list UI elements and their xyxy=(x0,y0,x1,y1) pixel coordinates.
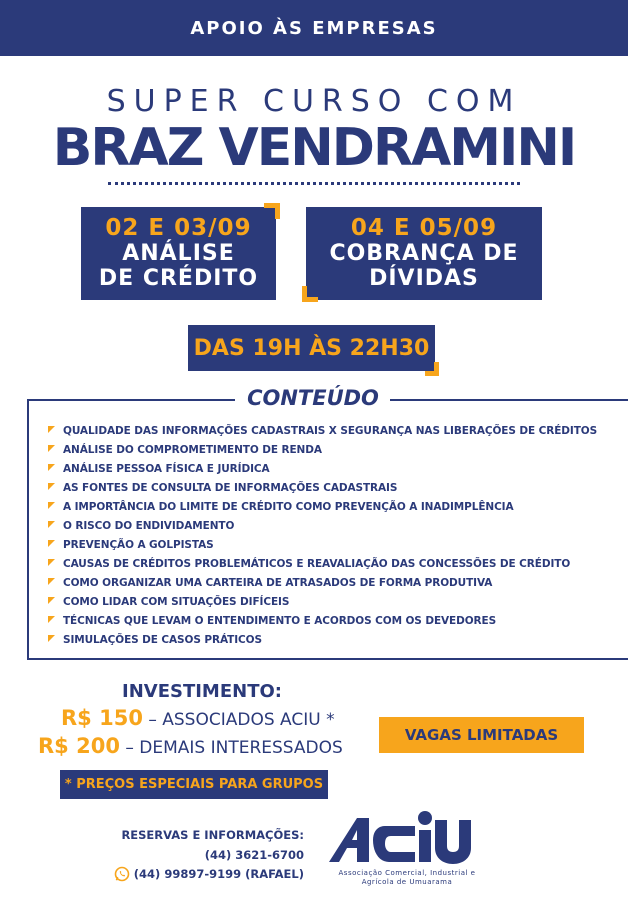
list-item: CAUSAS DE CRÉDITOS PROBLEMÁTICOS E REAVALIAÇÃO DAS CONCESSÕES DE CRÉDITO xyxy=(48,554,597,573)
session-date: 02 E 03/09 xyxy=(105,215,252,241)
session-box-collection xyxy=(306,207,542,300)
schedule-time: DAS 19H ÀS 22H30 xyxy=(193,335,430,361)
bullet-icon xyxy=(48,426,55,433)
list-item: COMO ORGANIZAR UMA CARTEIRA DE ATRASADOS DE FORMA PRODUTIVA xyxy=(48,573,597,592)
session-topic-line1: ANÁLISE xyxy=(122,241,235,266)
limited-seats-text: VAGAS LIMITADAS xyxy=(404,726,559,744)
content-top-line-left xyxy=(27,399,235,401)
list-item: TÉCNICAS QUE LEVAM O ENTENDIMENTO E ACORDOS COM OS DEVEDORES xyxy=(48,611,597,630)
limited-seats-badge xyxy=(379,717,584,753)
list-item: ANÁLISE PESSOA FÍSICA E JURÍDICA xyxy=(48,459,597,478)
bullet-icon xyxy=(48,540,55,547)
price-label: – ASSOCIADOS ACIU * xyxy=(142,710,335,730)
content-title: CONTEÚDO xyxy=(247,386,379,410)
investment-title: INVESTIMENTO: xyxy=(122,681,282,702)
bullet-icon xyxy=(48,502,55,509)
dotted-divider xyxy=(108,182,520,185)
banner-text: APOIO ÀS EMPRESAS xyxy=(190,17,438,39)
contact-phone: (44) 3621-6700 xyxy=(204,848,304,862)
logo-caption-line2: Agrícola de Umuarama xyxy=(361,878,453,886)
schedule-box xyxy=(188,325,435,371)
top-banner xyxy=(0,0,628,56)
list-item: COMO LIDAR COM SITUAÇÕES DIFÍCEIS xyxy=(48,592,597,611)
bullet-icon xyxy=(48,616,55,623)
list-item: AS FONTES DE CONSULTA DE INFORMAÇÕES CADASTRAIS xyxy=(48,478,597,497)
contact-whatsapp xyxy=(114,866,304,882)
aciu-logo xyxy=(323,806,491,866)
group-pricing-text: * PREÇOS ESPECIAIS PARA GRUPOS xyxy=(64,777,324,792)
group-pricing-badge xyxy=(60,770,328,799)
session-date: 04 E 05/09 xyxy=(350,215,498,241)
content-top-line-right xyxy=(390,399,628,401)
bullet-icon xyxy=(48,635,55,642)
content-list xyxy=(48,421,597,649)
corner-accent xyxy=(264,203,280,219)
price-row-associates xyxy=(61,706,335,730)
session-box-credit xyxy=(81,207,276,300)
bullet-icon xyxy=(48,521,55,528)
list-item: ANÁLISE DO COMPROMETIMENTO DE RENDA xyxy=(48,440,597,459)
list-item: O RISCO DO ENDIVIDAMENTO xyxy=(48,516,597,535)
bullet-icon xyxy=(48,445,55,452)
bullet-icon xyxy=(48,559,55,566)
list-item: QUALIDADE DAS INFORMAÇÕES CADASTRAIS X SEGURANÇA NAS LIBERAÇÕES DE CRÉDITOS xyxy=(48,421,597,440)
session-topic-line2: DÍVIDAS xyxy=(369,266,479,291)
logo-caption xyxy=(323,869,491,887)
price-row-others xyxy=(38,734,343,758)
price-label: – DEMAIS INTERESSADOS xyxy=(119,738,343,758)
session-topic-line2: DE CRÉDITO xyxy=(98,266,259,291)
instructor-title: BRAZ VENDRAMINI xyxy=(52,118,576,178)
course-subtitle: SUPER CURSO COM xyxy=(106,84,522,119)
whatsapp-number: (44) 99897-9199 (RAFAEL) xyxy=(133,867,304,881)
list-item: SIMULAÇÕES DE CASOS PRÁTICOS xyxy=(48,630,597,649)
whatsapp-icon xyxy=(114,866,130,882)
list-item: A IMPORTÂNCIA DO LIMITE DE CRÉDITO COMO PREVENÇÃO A INADIMPLÊNCIA xyxy=(48,497,597,516)
bullet-icon xyxy=(48,464,55,471)
corner-accent xyxy=(425,362,439,376)
session-topic-line1: COBRANÇA DE xyxy=(329,241,519,266)
list-item: PREVENÇÃO A GOLPISTAS xyxy=(48,535,597,554)
bullet-icon xyxy=(48,578,55,585)
logo-caption-line1: Associação Comercial, Industrial e xyxy=(338,869,476,877)
bullet-icon xyxy=(48,597,55,604)
bullet-icon xyxy=(48,483,55,490)
contact-label: RESERVAS E INFORMAÇÕES: xyxy=(121,828,304,842)
price-value: R$ 150 xyxy=(61,706,143,730)
corner-accent xyxy=(302,286,318,302)
price-value: R$ 200 xyxy=(38,734,120,758)
